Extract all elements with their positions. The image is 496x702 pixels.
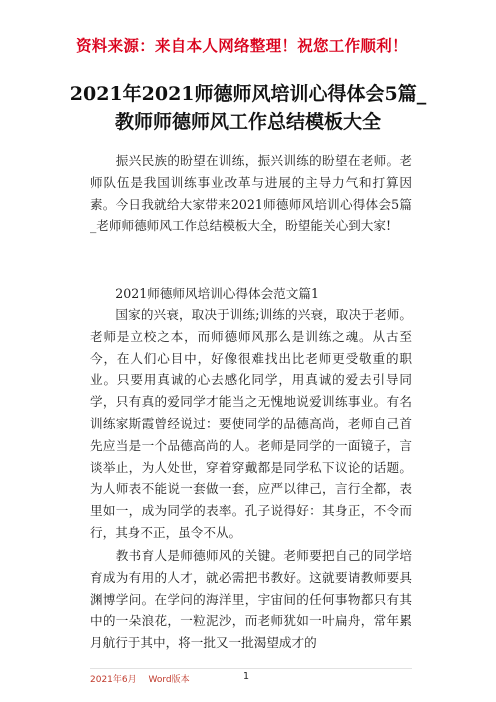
footer-divider	[90, 668, 412, 669]
body-paragraph-1: 国家的兴衰，取决于训练;训练的兴衰，取决于老师。 老师是立校之本，而师德师风那么是训练之魂。从古至今，在人们心目中，好像很难找出比老师更受敬重的职业。只要用真诚的心去感化同学，用真诚的爱去引导同学，只有真的爱同学才能当之无愧地说爱训练事业。有名训练家斯霞曾经说过：要使同学的品德高尚，老师自己首先应当是一个品德高尚的人。老师是同学的一面镜子，言谈举止，为人处世，穿着穿戴都是同学私下议论的话题。为人师表不能说一套做一套，应严以律己，言行全都，表里如一，成为同学的表率。孔子说得好：其身正，不令而行，其身不正，虽令不从。	[90, 307, 412, 540]
intro-paragraph: 振兴民族的盼望在训练，振兴训练的盼望在老师。老师队伍是我国训练事业改革与进展的主导力气和打算因素。今日我就给大家带来2021师德师风培训心得体会5篇_老师师德师风工作总结模板大全，盼望能关心到大家!	[90, 153, 412, 234]
footer-date-version: 2021年6月 Word版本	[90, 675, 190, 685]
section-heading: 2021师德师风培训心得体会范文篇1	[90, 286, 319, 301]
page-number: 1	[243, 671, 250, 682]
document-title-line-2: 教师师德师风工作总结模板大全	[114, 111, 381, 133]
source-notice: 资料来源：来自本人网络整理！祝您工作顺利！	[76, 36, 408, 55]
document-title-line-1: 2021年2021师德师风培训心得体会5篇_	[69, 83, 427, 105]
body-paragraph-2: 教书育人是师德师风的关键。老师要把自己的同学培育成为有用的人才，就必需把书教好。这就要请教师要具渊博学问。在学问的海洋里，宇宙间的任何事物都只有其中的一朵浪花，一粒泥沙，而老师犹如一叶扁舟，常年累月航行于其中，将一批又一批渴望成才的	[90, 548, 412, 651]
